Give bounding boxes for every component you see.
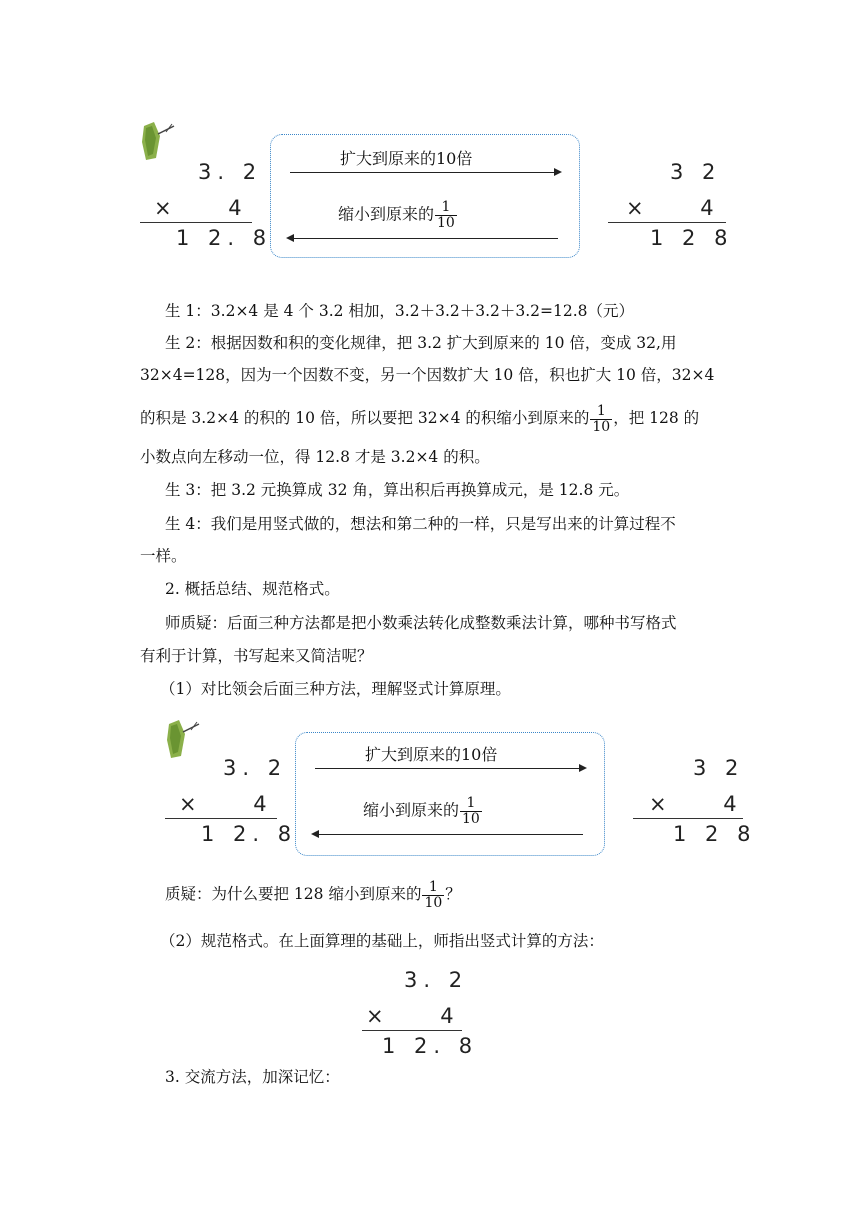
left-arrow	[313, 834, 583, 835]
paragraph-student-2-line-1: 生 2：根据因数和积的变化规律，把 3.2 扩大到原来的 10 倍，变成 32,用	[165, 334, 677, 352]
paragraph-student-1: 生 1：3.2×4 是 4 个 3.2 相加，3.2＋3.2＋3.2＋3.2=12.8（元）	[165, 302, 635, 320]
section-heading-2: 2. 概括总结、规范格式。	[165, 580, 340, 598]
fraction-one-tenth: $\frac{1}{10}$	[592, 403, 611, 435]
arrow-top-label: 扩大到原来的10倍	[340, 149, 473, 168]
paragraph-student-4-line-1: 生 4：我们是用竖式做的，想法和第二种的一样，只是写出来的计算过程不	[165, 515, 676, 533]
right-multiplier: × 4	[649, 792, 743, 816]
left-product-line	[165, 818, 277, 819]
arrow-bottom-label: 缩小到原来的 $\frac{1}{10}$	[363, 795, 480, 827]
left-multiplier: × 4	[179, 792, 273, 816]
right-multiplicand: 3 2	[693, 756, 745, 780]
paragraph-student-2-line-3: 的积是 3.2×4 的积的 10 倍，所以要把 32×4 的积缩小到原来的 $\frac{1}{10}$ ，把 128 的	[140, 403, 700, 435]
fraction-one-tenth: $\frac{1}{10}$	[437, 199, 455, 231]
vertical-multiplicand: 3. 2	[404, 968, 469, 992]
fraction-one-tenth: $\frac{1}{10}$	[462, 795, 480, 827]
paragraph-question-2: 质疑：为什么要把 128 缩小到原来的 $\frac{1}{10}$ ？	[165, 879, 461, 911]
left-multiplicand: 3. 2	[198, 160, 263, 184]
paragraph-student-3: 生 3：把 3.2 元换算成 32 角，算出积后再换算成元，是 12.8 元。	[165, 481, 630, 499]
list-item-2: （2）规范格式。在上面算理的基础上，师指出竖式计算的方法：	[160, 932, 604, 950]
fraction-one-tenth: $\frac{1}{10}$	[424, 879, 443, 911]
left-product: 1 2. 8	[201, 822, 298, 846]
teacher-pointer-icon	[140, 122, 178, 162]
right-arrow	[290, 172, 560, 173]
right-product: 1 2 8	[673, 822, 757, 846]
left-multiplier: × 4	[154, 196, 248, 220]
paragraph-teacher-question-line-2: 有利于计算，书写起来又简洁呢？	[140, 647, 373, 665]
paragraph-student-4-line-2: 一样。	[140, 547, 187, 565]
left-product: 1 2. 8	[176, 226, 273, 250]
arrow-bottom-label: 缩小到原来的 $\frac{1}{10}$	[338, 199, 455, 231]
vertical-multiplier: × 4	[366, 1004, 460, 1028]
right-arrow	[315, 768, 585, 769]
section-heading-3: 3. 交流方法，加深记忆：	[165, 1068, 340, 1086]
paragraph-student-2-line-4: 小数点向左移动一位，得 12.8 才是 3.2×4 的积。	[140, 448, 490, 466]
right-product-line	[633, 818, 743, 819]
right-multiplier: × 4	[626, 196, 720, 220]
vertical-multiplication	[362, 968, 479, 1063]
vertical-product-line	[362, 1030, 462, 1031]
multiplication-figure-1	[140, 120, 740, 265]
right-product-line	[608, 222, 726, 223]
teacher-pointer-icon	[165, 720, 203, 760]
arrow-top-label: 扩大到原来的10倍	[365, 745, 498, 764]
left-arrow	[288, 238, 558, 239]
list-item-1: （1）对比领会后面三种方法，理解竖式计算原理。	[160, 680, 511, 698]
right-product: 1 2 8	[650, 226, 734, 250]
left-multiplicand: 3. 2	[223, 756, 288, 780]
left-product-line	[140, 222, 252, 223]
multiplication-figure-2	[165, 718, 765, 863]
paragraph-teacher-question-line-1: 师质疑：后面三种方法都是把小数乘法转化成整数乘法计算，哪种书写格式	[165, 614, 677, 632]
paragraph-student-2-line-2: 32×4=128，因为一个因数不变，另一个因数扩大 10 倍，积也扩大 10 倍，32×4	[140, 366, 715, 384]
right-multiplicand: 3 2	[670, 160, 722, 184]
vertical-product: 1 2. 8	[382, 1034, 479, 1058]
